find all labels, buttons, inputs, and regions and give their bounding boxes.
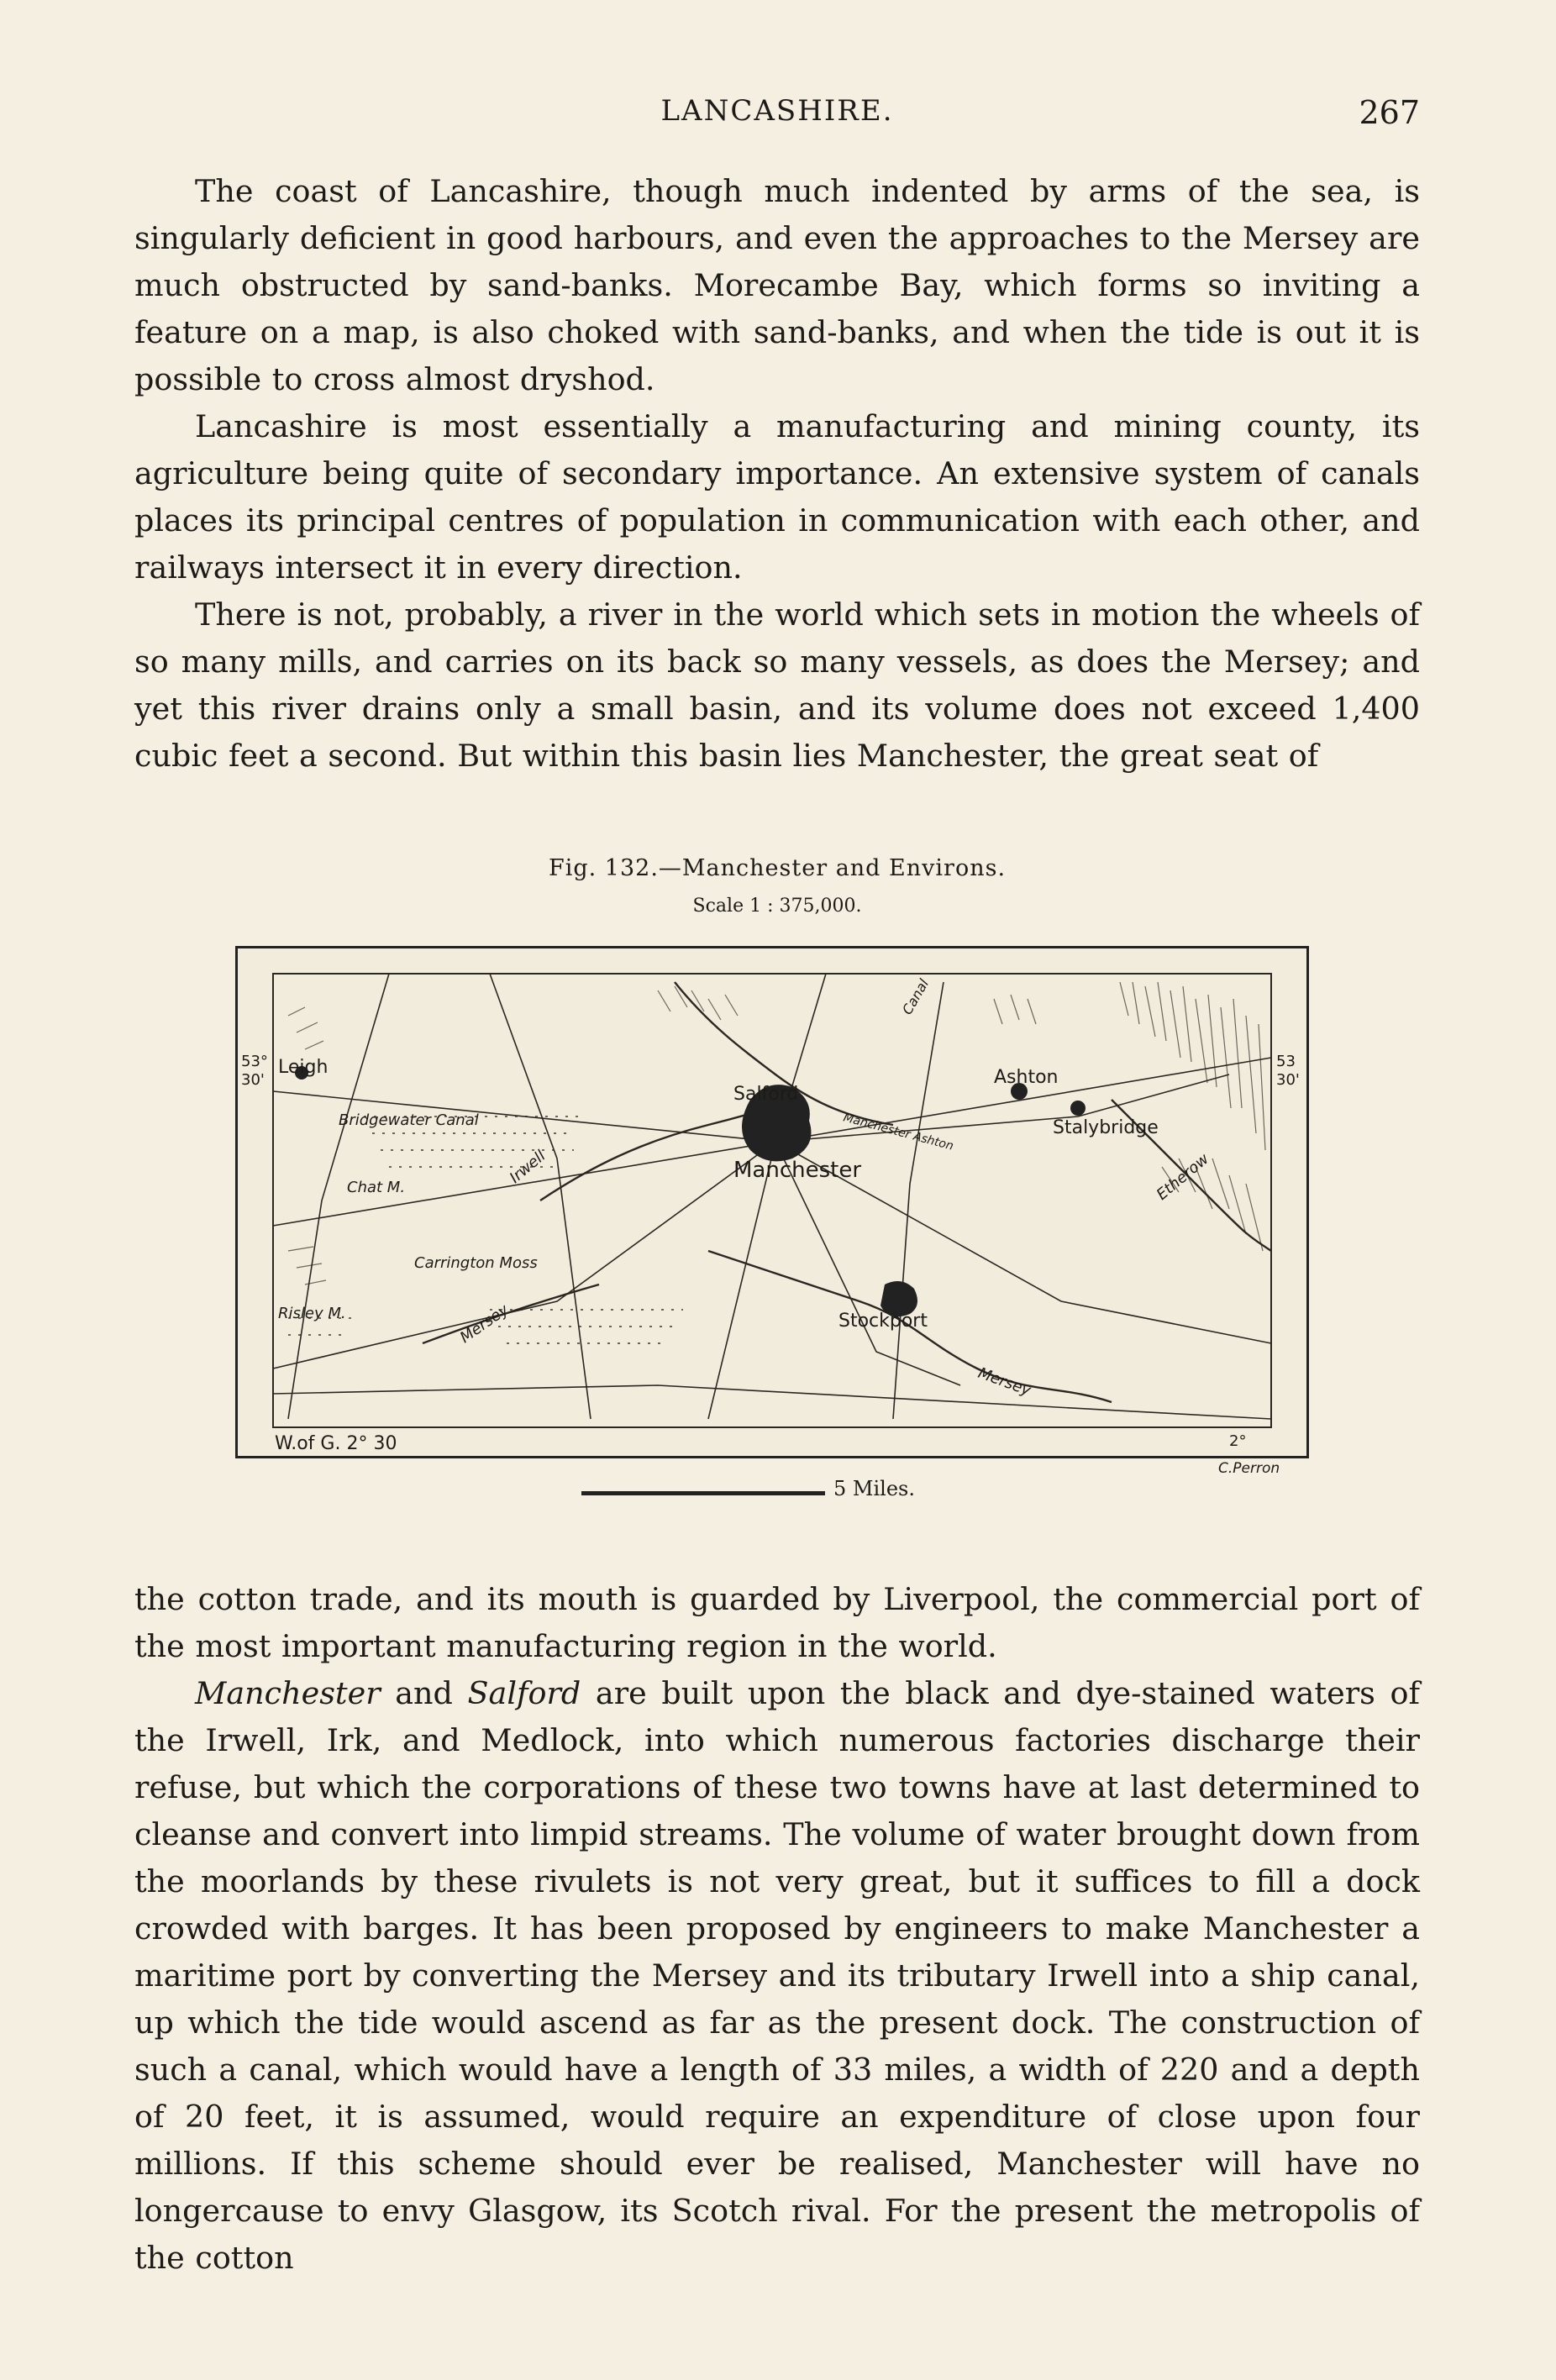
label-mersey-east: Mersey [975,1363,1033,1400]
lon-right: 2° [1229,1432,1247,1450]
label-leigh: Leigh [278,1057,329,1078]
lat-left-minute: 30' [241,1071,265,1089]
running-head [134,94,1420,136]
label-manchester: Manchester [733,1158,862,1183]
railways [273,974,1271,1419]
label-mersey-west: Mersey [456,1300,513,1348]
scale-bar [581,1491,825,1495]
label-bridgewater-canal: Bridgewater Canal [339,1111,479,1129]
label-stockport: Stockport [838,1311,928,1332]
figure-title: Fig. 132.—Manchester and Environs. [548,855,1007,881]
italic-manchester: Manchester [195,1675,381,1711]
lon-left: W.of G. 2° 30 [275,1433,397,1454]
label-irwell: Irwell [506,1147,549,1187]
lat-right-minute: 30' [1276,1071,1300,1089]
label-ashton: Ashton [994,1067,1059,1088]
label-stalybridge: Stalybridge [1053,1117,1159,1138]
towns [295,1066,1086,1316]
label-carrington-moss: Carrington Moss [414,1254,538,1272]
page-number: 267 [1359,94,1420,131]
rivers [423,982,1271,1402]
top-text-block [134,168,1420,780]
moss-stipple [288,1116,683,1343]
label-chat-moss: Chat M. [347,1179,406,1196]
and-connector: and [380,1675,468,1711]
lat-left-degree: 53° [241,1053,268,1070]
map-figure [235,946,1309,1458]
label-canal-north: Canal [899,976,933,1017]
italic-salford: Salford [467,1675,581,1711]
engraver-signature: C.Perron [1218,1460,1280,1477]
label-risley-moss: Risley M. [278,1305,346,1322]
map-drawing [238,948,1306,1456]
label-salford: Salford [733,1084,799,1105]
figure-scale: Scale 1 : 375,000. [692,896,862,917]
paragraph-mersey: There is not, probably, a river in the world which sets in motion the wheels of so many mills, and carries on its back so many vessels, as does the Mersey; and yet this river drains only a small basin, and its volume does not exceed 1,400 cubic feet a second. But within this basin lies Manchester, the great seat of [134,596,1420,774]
label-etherow: Etherow [1153,1150,1212,1204]
stalybridge-mass [1070,1101,1086,1116]
paragraph-cotton-trade: the cotton trade, and its mouth is guarded by Liverpool, the commercial port of the most important manufacturing region in the world. [134,1581,1420,1664]
running-title: LANCASHIRE. [660,94,894,128]
paragraph-manchester-salford [134,1670,1420,2282]
paragraph-coast: The coast of Lancashire, though much indented by arms of the sea, is singularly deficient in good harbours, and even the approaches to the Mersey are much obstructed by sand-banks. Morecambe Bay, which forms so inviting a feature on a map, is also choked with sand-banks, and when the tide is out it is possible to cross almost dryshod. [134,173,1420,397]
scale-bar-label: 5 Miles. [833,1477,915,1500]
lat-right-degree: 53 [1276,1053,1296,1070]
paragraph-manchester-salford-body: are built upon the black and dye-stained waters of the Irwell, Irk, and Medlock, into which numerous factories discharge their refuse, but which the corporations of these two towns have at last determined to cleanse and convert into limpid streams. The volume of water brought down from the moorlands by these rivulets is not very great, but it suffices to fill a dock crowded with barges. It has been proposed by engineers to make Manchester a maritime port by converting the Mersey and its tributary Irwell into a ship canal, up which the tide would ascend as far as the present dock. The construction of such a canal, which would have a length of 33 miles, a width of 220 and a depth of 20 feet, it is assumed, would require an expenditure of close upon four millions. If this scheme should ever be realised, Manchester will have no longercause to envy Glasgow, its Scotch rival. For the present the metropolis of the cotton [134,1675,1420,2276]
bottom-text-block [134,1576,1420,2282]
label-manchester-ashton-canal: Manchester Ashton [841,1111,955,1153]
paragraph-manufacturing: Lancashire is most essentially a manufacturing and mining county, its agriculture being quite of secondary importance. An extensive system of canals places its principal centres of population in communication with each other, and railways intersect it in every direction. [134,408,1420,586]
